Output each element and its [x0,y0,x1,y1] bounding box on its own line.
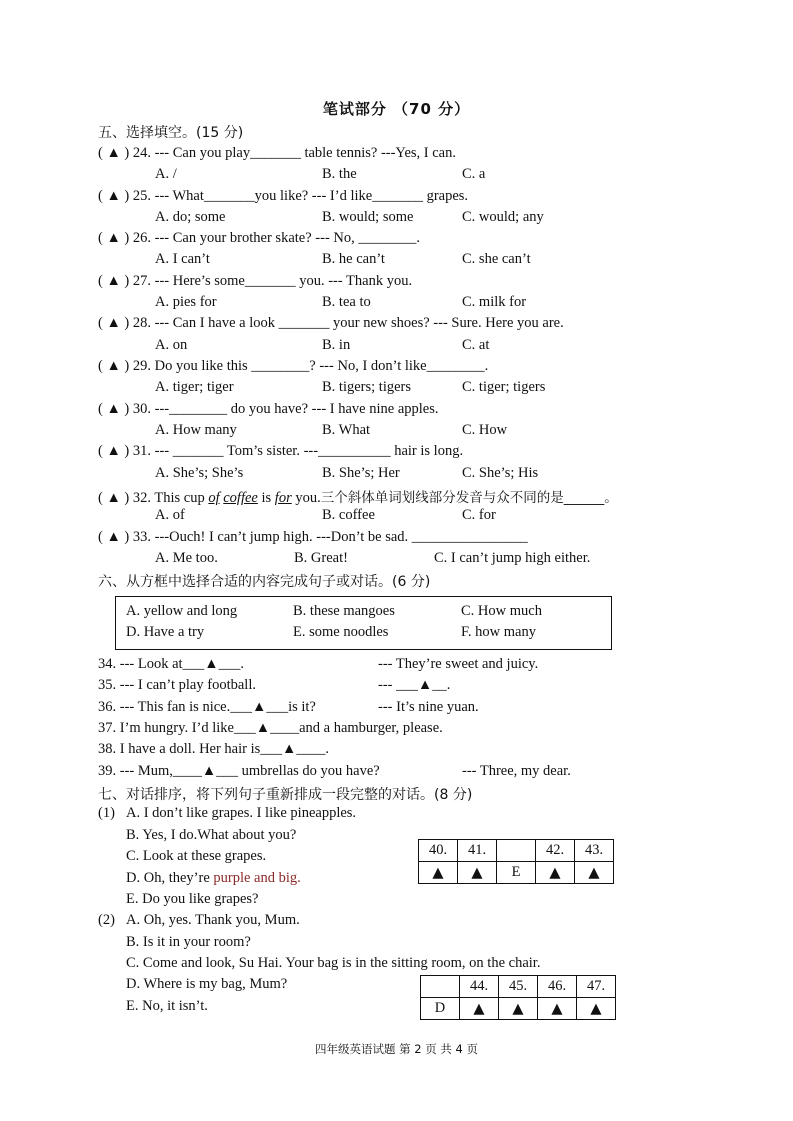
question-26: ( ▲ ) 26. --- Can your brother skate? --- No, ________. [98,230,420,246]
option-24-b: B. the [322,166,357,182]
order-2-answer-4: ▲ [577,998,616,1020]
option-30-b: B. What [322,422,371,438]
option-30-c: C. How [462,422,508,438]
box-choice-a: A. yellow and long [126,603,238,619]
item-35-response: --- ___▲__. [378,677,451,693]
option-31-a: A. She’s; She’s [155,465,244,481]
part-2-line-d: D. Where is my bag, Mum? [126,976,288,992]
order-1-answer-1: ▲ [458,862,497,884]
part-1-line-e: E. Do you like grapes? [126,891,259,907]
option-29-c: C. tiger; tigers [462,379,546,395]
option-26-b: B. he can’t [322,251,385,267]
option-32-c: C. for [462,507,496,523]
question-32 [98,486,618,507]
word-coffee: coffee [223,490,258,506]
option-31-c: C. She’s; His [462,465,539,481]
page-title: 笔试部分 （70 分） [322,100,471,118]
option-24-c: C. a [462,166,486,182]
order-1-head-4: 43. [575,840,614,862]
option-27-b: B. tea to [322,294,371,310]
part-2-line-c: C. Come and look, Su Hai. Your bag is in the sitting room, on the chair. [126,955,541,971]
item-39: 39. --- Mum,____▲___ umbrellas do you have? [98,763,380,779]
item-37: 37. I’m hungry. I’d like___▲____and a hamburger, please. [98,720,443,736]
order-1-answer-0: ▲ [419,862,458,884]
order-1-head-2 [497,840,536,862]
question-32-you: you. [291,490,321,506]
item-36-response: --- It’s nine yuan. [378,699,479,715]
question-29: ( ▲ ) 29. Do you like this ________? --- No, I don’t like________. [98,358,489,374]
part-2-line-a: A. Oh, yes. Thank you, Mum. [126,912,300,928]
question-32-is: is [257,490,275,506]
order-2-answer-2: ▲ [499,998,538,1020]
order-2-answer-3: ▲ [538,998,577,1020]
part-1-line-d-text: D. Oh, they’re [126,870,214,886]
question-32-prefix: ( ▲ ) 32. This cup [98,490,209,506]
option-26-c: C. she can’t [462,251,531,267]
option-25-b: B. would; some [322,209,414,225]
order-1-head-3: 42. [536,840,575,862]
part-1-line-a: A. I don’t like grapes. I like pineapples. [126,805,357,821]
question-25: ( ▲ ) 25. --- What_______you like? --- I’d like_______ grapes. [98,188,469,204]
option-32-a: A. of [155,507,185,523]
item-34: 34. --- Look at___▲___. [98,656,245,672]
option-24-a: A. / [155,166,177,182]
order-1-answer-2: E [497,862,536,884]
section-7-heading: 七、对话排序，将下列句子重新排成一段完整的对话。(8 分) [98,787,473,803]
option-28-b: B. in [322,337,351,353]
box-choice-c: C. How much [461,603,542,619]
order-1-answer-3: ▲ [536,862,575,884]
item-35: 35. --- I can’t play football. [98,677,256,693]
order-1-answer-4: ▲ [575,862,614,884]
box-choice-e: E. some noodles [293,624,389,640]
box-choice-f: F. how many [461,624,536,640]
part-2-label: (2) [98,912,115,928]
part-1-line-b: B. Yes, I do.What about you? [126,827,297,843]
question-31: ( ▲ ) 31. --- _______ Tom’s sister. ---__________ hair is long. [98,443,464,459]
question-28: ( ▲ ) 28. --- Can I have a look _______ your new shoes? --- Sure. Here you are. [98,315,564,331]
order-2-answer-0: D [421,998,460,1020]
option-32-b: B. coffee [322,507,375,523]
box-choice-d: D. Have a try [126,624,205,640]
option-29-a: A. tiger; tiger [155,379,234,395]
item-36: 36. --- This fan is nice.___▲___is it? [98,699,316,715]
order-2-answer-1: ▲ [460,998,499,1020]
order-2-head-0 [421,976,460,998]
option-25-a: A. do; some [155,209,226,225]
option-29-b: B. tigers; tigers [322,379,412,395]
section-6-heading: 六、从方框中选择合适的内容完成句子或对话。(6 分) [98,574,431,590]
order-table-1 [418,839,614,884]
part-1-label: (1) [98,805,115,821]
option-28-c: C. at [462,337,490,353]
item-39-response: --- Three, my dear. [462,763,571,779]
part-1-line-c: C. Look at these grapes. [126,848,267,864]
part-1-line-d [126,870,301,887]
part-1-line-d-red: purple and big. [213,870,301,886]
question-33: ( ▲ ) 33. ---Ouch! I can’t jump high. ---Don’t be sad. ________________ [98,529,528,545]
option-27-a: A. pies for [155,294,217,310]
option-33-c: C. I can’t jump high either. [434,550,591,566]
order-2-head-1: 44. [460,976,499,998]
option-33-a: A. Me too. [155,550,218,566]
order-1-head-1: 41. [458,840,497,862]
question-32-instruction: 三个斜体单词划线部分发音与众不同的是______。 [320,490,618,506]
option-30-a: A. How many [155,422,237,438]
question-24: ( ▲ ) 24. --- Can you play_______ table tennis? ---Yes, I can. [98,145,456,161]
item-34-response: --- They’re sweet and juicy. [378,656,539,672]
word-of: of [208,490,220,506]
order-2-head-3: 46. [538,976,577,998]
option-27-c: C. milk for [462,294,527,310]
question-30: ( ▲ ) 30. ---________ do you have? --- I have nine apples. [98,401,439,417]
order-1-head-0: 40. [419,840,458,862]
option-26-a: A. I can’t [155,251,210,267]
item-38: 38. I have a doll. Her hair is___▲____. [98,741,329,757]
option-28-a: A. on [155,337,188,353]
order-2-head-2: 45. [499,976,538,998]
option-25-c: C. would; any [462,209,544,225]
option-33-b: B. Great! [294,550,348,566]
order-2-head-4: 47. [577,976,616,998]
word-choice-box [115,596,612,650]
question-27: ( ▲ ) 27. --- Here’s some_______ you. --- Thank you. [98,273,413,289]
part-2-line-e: E. No, it isn’t. [126,998,208,1014]
option-31-b: B. She’s; Her [322,465,400,481]
order-table-2 [420,975,616,1020]
page-footer: 四年级英语试题 第 2 页 共 4 页 [314,1042,479,1056]
section-5-heading: 五、选择填空。(15 分) [98,125,244,141]
word-for: for [274,490,292,506]
part-2-line-b: B. Is it in your room? [126,934,251,950]
box-choice-b: B. these mangoes [293,603,395,619]
